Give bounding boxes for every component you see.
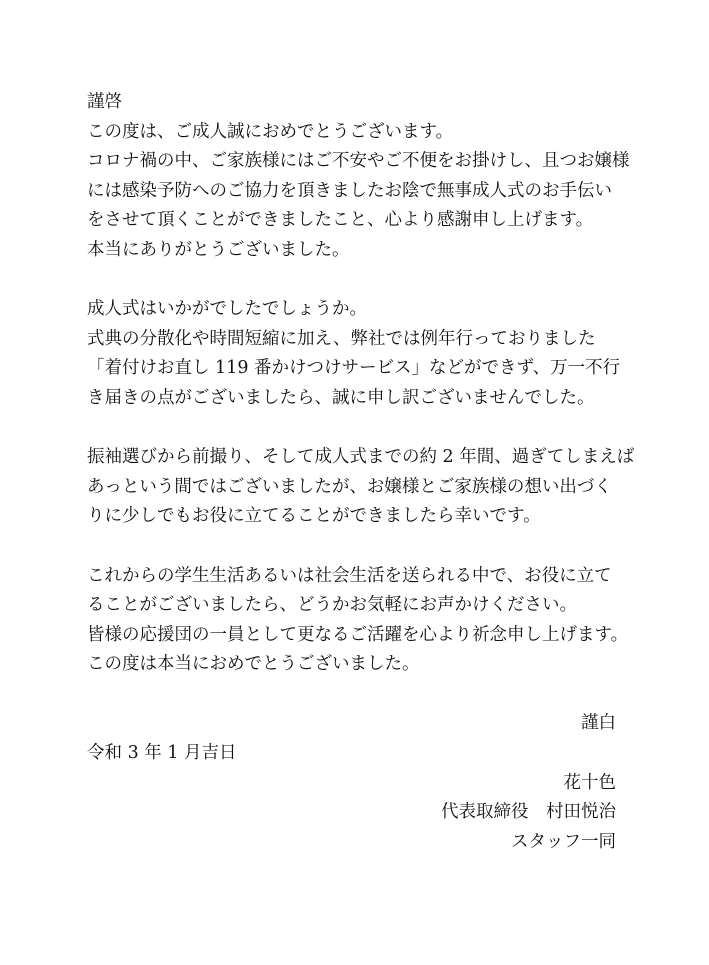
opening-salutation: 謹啓 [87, 92, 122, 112]
paragraph-line: には感染予防へのご協力を頂きましたお陰で無事成人式のお手伝い [87, 180, 612, 201]
paragraph-line: これからの学生生活あるいは社会生活を送られる中で、お役に立て [87, 565, 612, 586]
paragraph-future [87, 562, 627, 680]
letter-date: 令和 3 年 1 月吉日 [87, 743, 237, 764]
paragraph-line: 本当にありがとうございました。 [87, 239, 350, 260]
paragraph-line: 皆様の応援団の一員として更なるご活躍を心より祈念申し上げます。 [87, 624, 629, 645]
closing-salutation: 謹白 [581, 713, 616, 734]
paragraph-spacer [87, 680, 627, 710]
paragraph-spacer [87, 414, 627, 444]
signature-staff: スタッフ一同 [511, 831, 616, 852]
signature-representative: 代表取締役 村田悦治 [441, 802, 616, 823]
paragraph-spacer [87, 266, 627, 296]
paragraph-apology [87, 295, 627, 413]
paragraph-line: コロナ禍の中、ご家族様にはご不安やご不便をお掛けし、且つお嬢様 [87, 151, 630, 172]
paragraph-line: 振袖選びから前撮り、そして成人式までの約 2 年間、過ぎてしまえば [87, 447, 635, 468]
letter-body [87, 88, 635, 857]
paragraph-line: 成人式はいかがでしたでしょうか。 [87, 299, 367, 320]
paragraph-congratulations [87, 118, 630, 266]
paragraph-memories [87, 443, 635, 532]
paragraph-line: 式典の分散化や時間短縮に加え、弊社では例年行っておりました [87, 328, 596, 349]
paragraph-line: この度は、ご成人誠におめでとうございます。 [87, 121, 454, 142]
paragraph-line: 「着付けお直し 119 番かけつけサービス」などができず、万一不行 [87, 358, 621, 379]
paragraph-line: をさせて頂くことができましたこと、心より感謝申し上げます。 [87, 210, 594, 231]
paragraph-spacer [87, 532, 627, 562]
paragraph-line: ることがございましたら、どうかお気軽にお声かけください。 [87, 595, 577, 616]
paragraph-line: き届きの点がございましたら、誠に申し訳ございませんでした。 [87, 387, 595, 408]
paragraph-line: りに少しでもお役に立てることができましたら幸いです。 [87, 506, 541, 527]
paragraph-line: この度は本当におめでとうございました。 [87, 654, 420, 675]
paragraph-line: あっという間ではございましたが、お嬢様とご家族様の想い出づく [87, 476, 612, 497]
signature-company: 花十色 [563, 772, 616, 793]
